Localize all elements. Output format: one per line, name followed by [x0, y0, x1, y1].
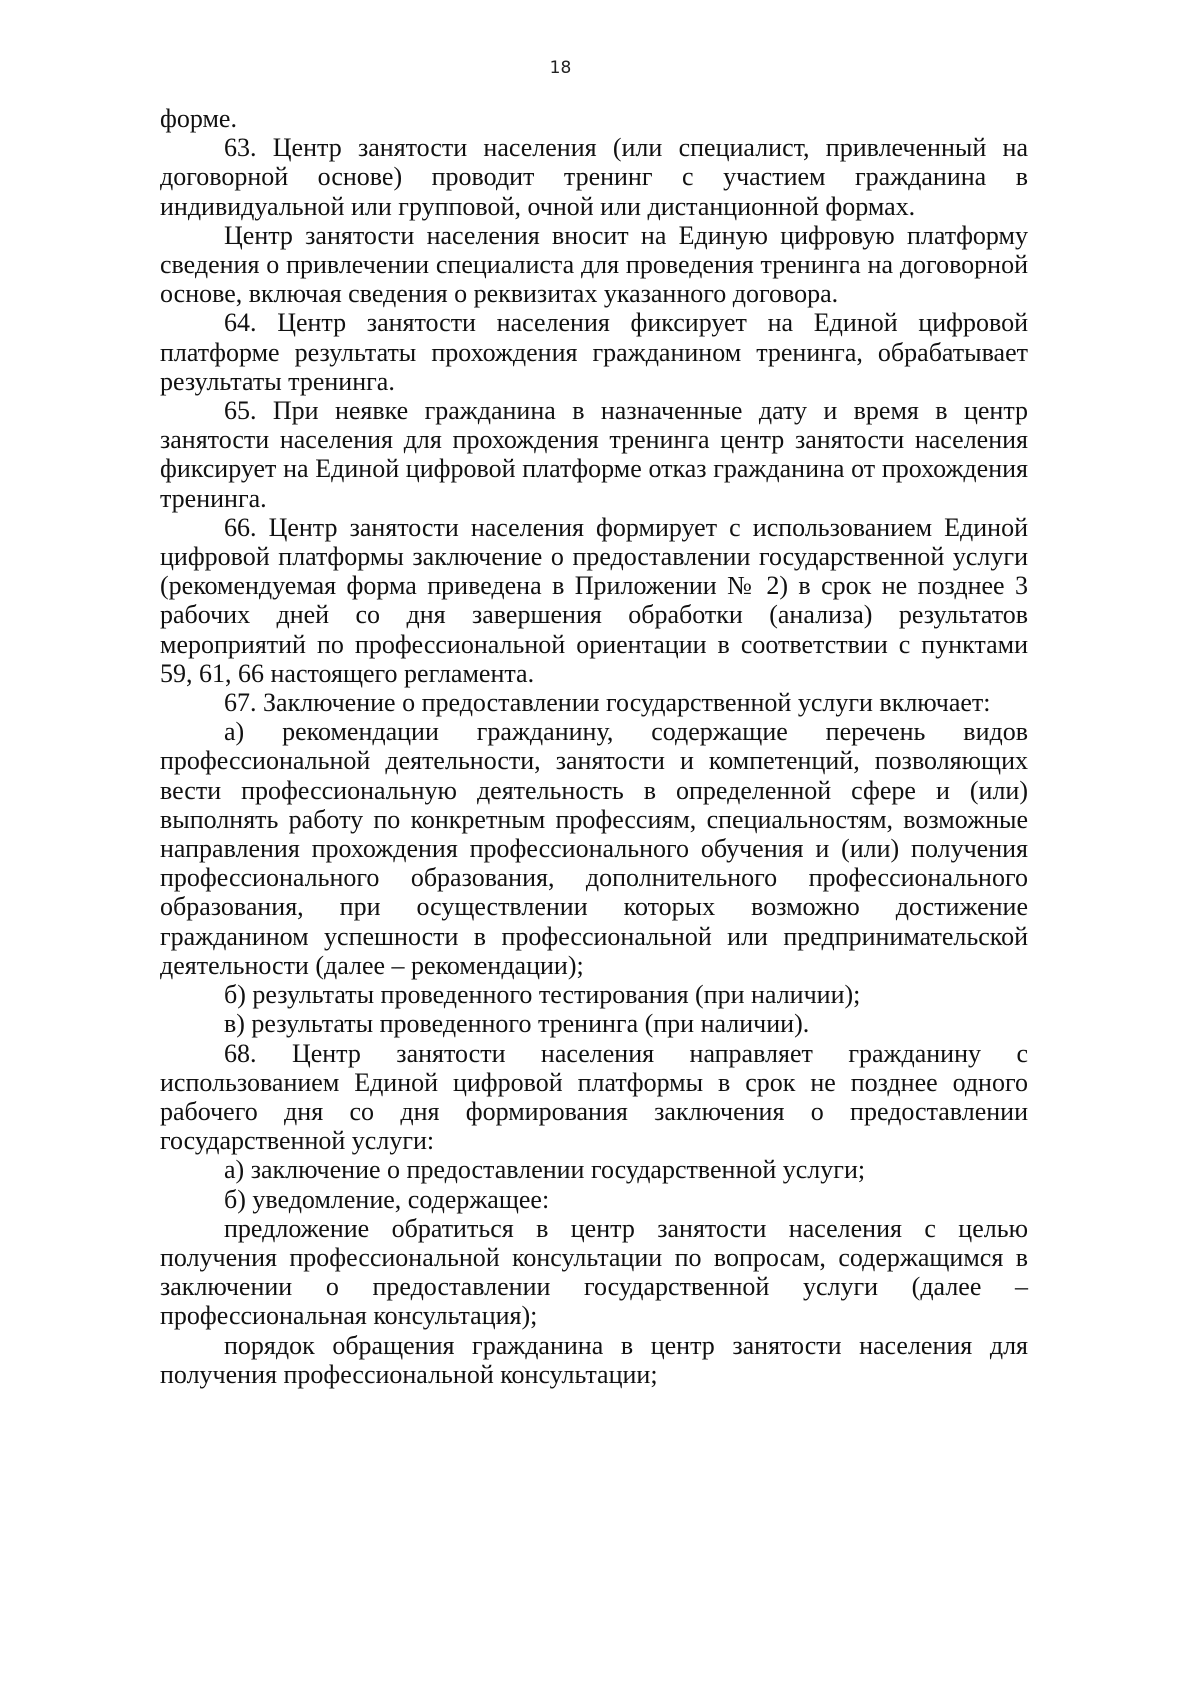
- paragraph-64: 64. Центр занятости населения фиксирует на Единой цифровой платформе результаты прохождения гражданином тренинга, обрабатывает результаты тренинга.: [160, 308, 1028, 396]
- paragraph-63: 63. Центр занятости населения (или специалист, привлеченный на договорной основе) проводит тренинг с участием гражданина в индивидуальной или групповой, очной или дистанционной формах.: [160, 133, 1028, 221]
- page-number: 18: [549, 58, 572, 78]
- paragraph-68-item-a: а) заключение о предоставлении государственной услуги;: [224, 1155, 866, 1185]
- paragraph-67-item-v: в) результаты проведенного тренинга (при наличии).: [224, 1009, 810, 1039]
- paragraph-67: 67. Заключение о предоставлении государственной услуги включает:: [224, 688, 991, 718]
- paragraph-67-item-b: б) результаты проведенного тестирования (при наличии);: [224, 980, 861, 1010]
- document-body: [160, 104, 1028, 1389]
- paragraph-65: 65. При неявке гражданина в назначенные дату и время в центр занятости населения для прохождения тренинга центр занятости населения фиксирует на Единой цифровой платформе отказ гражданина от прохождения тренинга.: [160, 396, 1028, 513]
- paragraph-continuation: форме.: [160, 104, 237, 133]
- paragraph-66: 66. Центр занятости населения формирует с использованием Единой цифровой платформы заключение о предоставлении государственной услуги (рекомендуемая форма приведена в Приложении № 2) в срок не позднее 3 рабочих дней со дня завершения обработки (анализа) результатов мероприятий по профессиональной ориентации в соответствии с пунктами 59, 61, 66 настоящего регламента.: [160, 512, 1028, 688]
- paragraph-68-item-b: б) уведомление, содержащее:: [224, 1184, 550, 1214]
- paragraph-63-specialist-info: Центр занятости населения вносит на Единую цифровую платформу сведения о привлечении специалиста для проведения тренинга на договорной основе, включая сведения о реквизитах указанного договора.: [160, 220, 1028, 309]
- paragraph-68: 68. Центр занятости населения направляет гражданину с использованием Единой цифровой платформы в срок не позднее одного рабочего дня со дня формирования заключения о предоставлении государственной услуги:: [160, 1038, 1028, 1156]
- paragraph-68-notice-offer: предложение обратиться в центр занятости населения с целью получения профессиональной консультации по вопросам, содержащимся в заключении о предоставлении государственной услуги (далее – профессиональная консультация);: [160, 1213, 1028, 1331]
- paragraph-68-notice-procedure: порядок обращения гражданина в центр занятости населения для получения профессиональной консультации;: [160, 1330, 1028, 1389]
- paragraph-67-item-a: а) рекомендации гражданину, содержащие перечень видов профессиональной деятельности, занятости и компетенций, позволяющих вести профессиональную деятельность в определенной сфере и (или) выполнять работу по конкретным профессиям, специальностям, возможные направления прохождения профессионального обучения и (или) получения профессионального образования, дополнительного профессионального образования, при осуществлении которых возможно достижение гражданином успешности в профессиональной или предпринимательской деятельности (далее – рекомендации);: [160, 717, 1028, 980]
